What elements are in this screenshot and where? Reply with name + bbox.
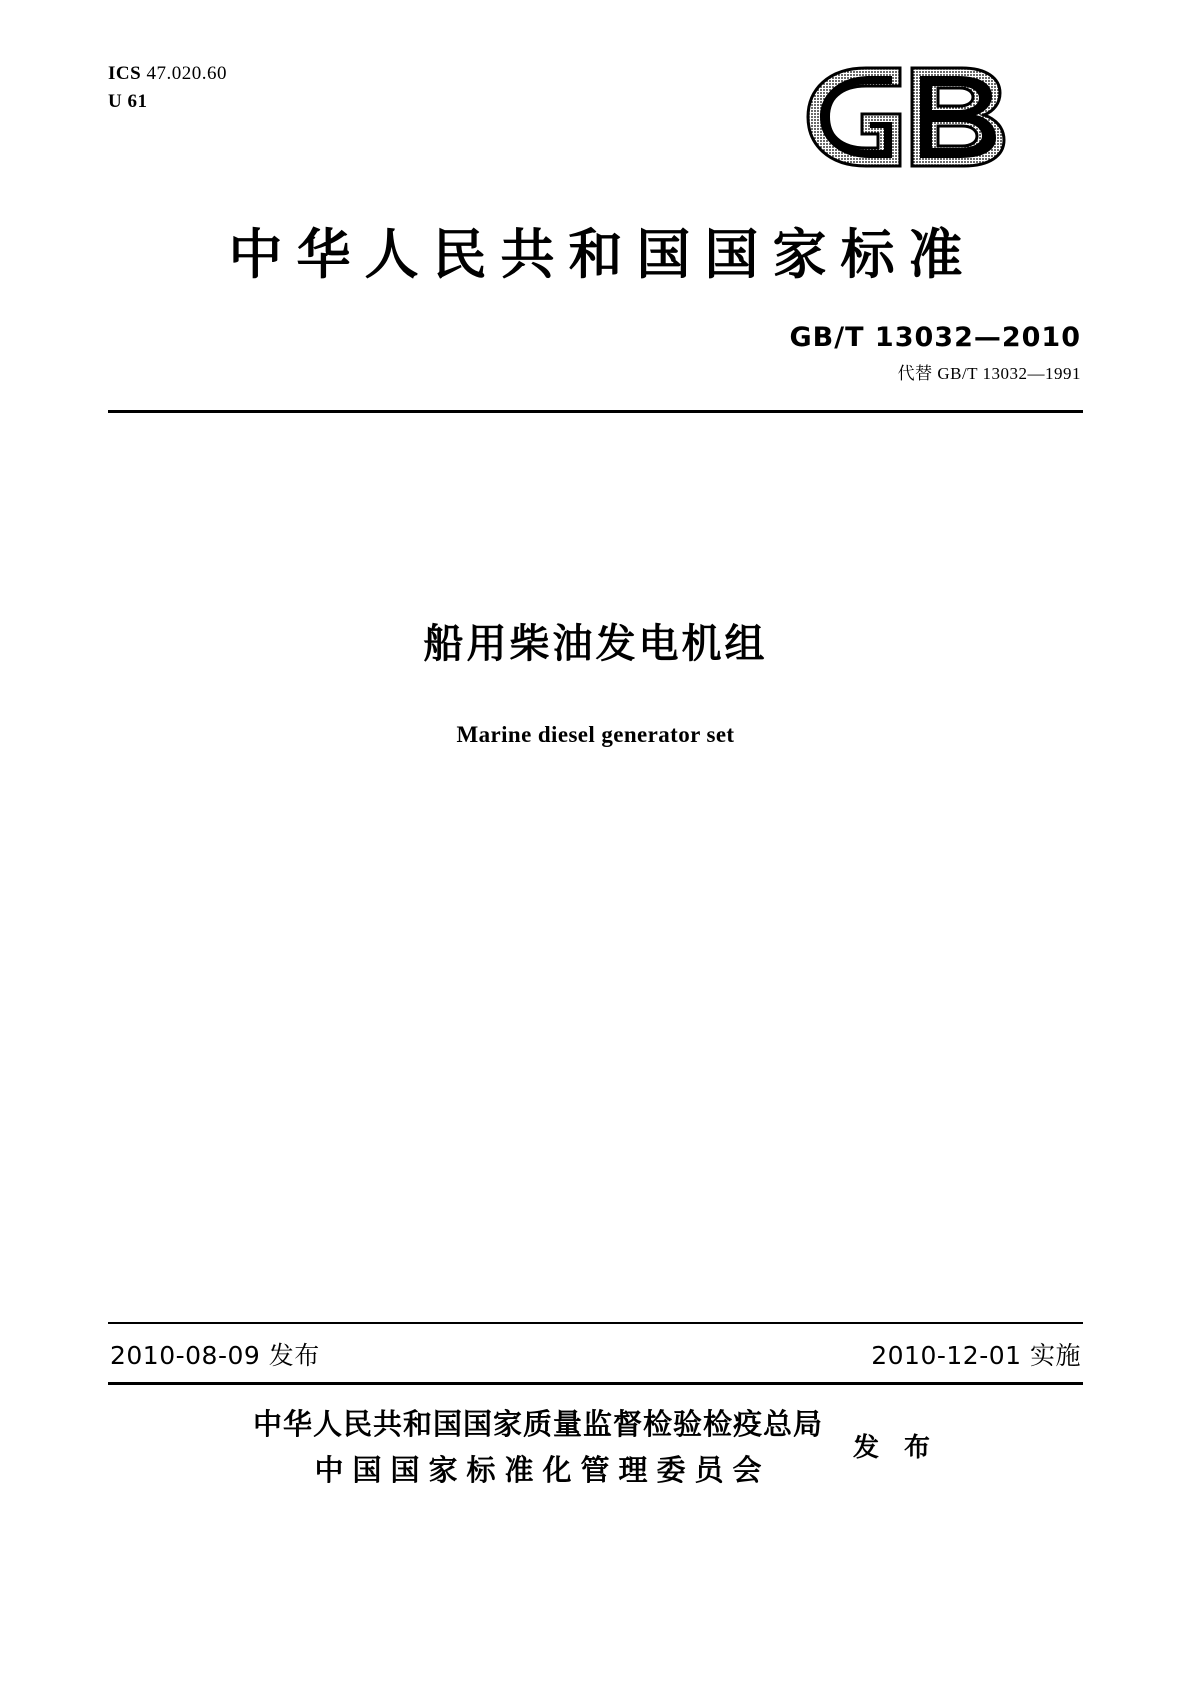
classification-code: U 61: [108, 90, 148, 112]
document-title-en: Marine diesel generator set: [456, 722, 735, 747]
standard-replaces: 代替 GB/T 13032—1991: [897, 364, 1081, 383]
publisher-verb: 发 布: [852, 1433, 939, 1463]
standard-number-block: [790, 322, 1082, 384]
publisher-names: [253, 1402, 823, 1489]
standard-number: GB/T 13032—2010: [789, 322, 1081, 353]
ics-block: [108, 60, 227, 115]
ics-label: ICS: [108, 63, 142, 84]
ics-line: [108, 60, 227, 88]
header-divider: [108, 410, 1083, 413]
ics-value: 47.020.60: [146, 63, 227, 84]
national-standard-title: 中华人民共和国国家标准: [228, 223, 977, 286]
issue-date: 2010-08-09 发布: [110, 1341, 320, 1370]
footer-divider-top: [108, 1322, 1083, 1324]
publisher-line-1: 中华人民共和国国家质量监督检验检疫总局: [252, 1407, 823, 1441]
footer-divider-bottom: [108, 1382, 1083, 1385]
gb-logo-icon: [796, 62, 1016, 172]
publisher-block: [0, 1402, 1191, 1489]
publisher-line-2: 中国国家标准化管理委员会: [314, 1453, 771, 1487]
document-title-cn: 船用柴油发电机组: [423, 621, 768, 667]
effective-date: 2010-12-01 实施: [871, 1341, 1081, 1370]
